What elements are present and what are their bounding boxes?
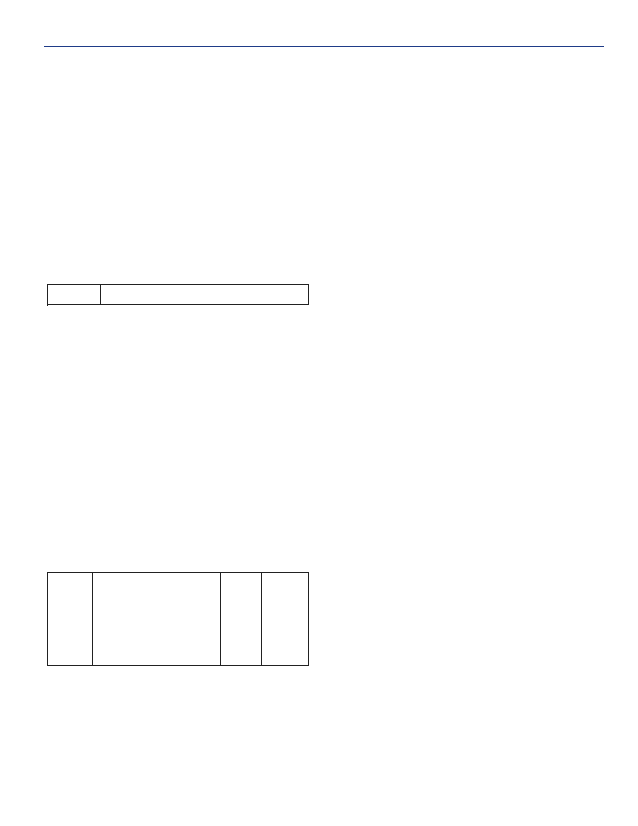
maker-group-header xyxy=(101,285,309,305)
normalized-weight-table xyxy=(47,572,309,666)
header-rule xyxy=(44,46,604,47)
norm-criteria-header xyxy=(48,573,93,666)
criteria-header xyxy=(48,285,101,305)
norm-defuzz-header xyxy=(221,573,262,666)
linguistic-table xyxy=(47,284,309,305)
norm-params-header xyxy=(93,573,221,666)
norm-weight-header xyxy=(262,573,309,666)
paragraph-rating xyxy=(331,272,595,285)
